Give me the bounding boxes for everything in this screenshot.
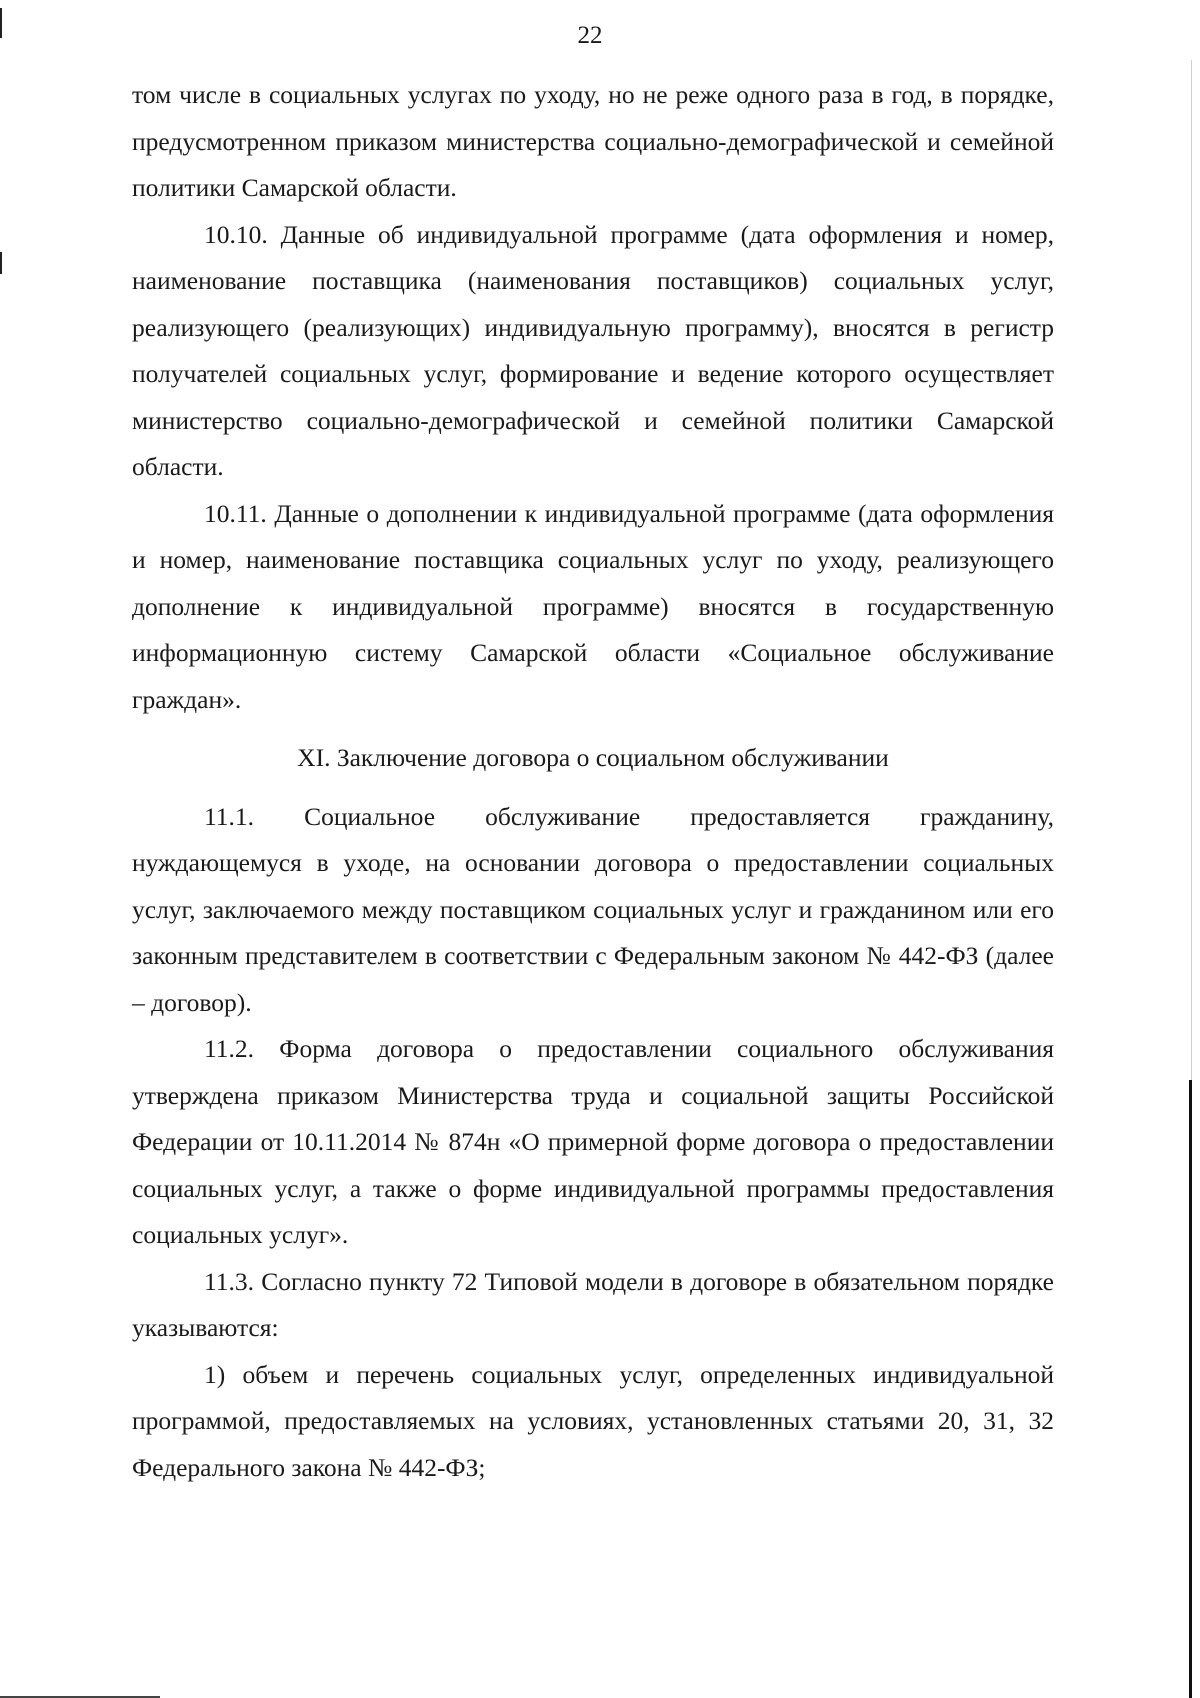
scan-edge-mark xyxy=(0,252,2,274)
paragraph-continuation: том числе в социальных услугах по уходу, но не реже одного раза в год, в порядке, предусмотренном приказом министерства социально-демографической и семейной политики Самарской области. xyxy=(132,80,1054,202)
paragraph-11-1: 11.1. Социальное обслуживание предоставляется гражданину, нуждающемуся в уходе, на основании договора о предоставлении социальных услуг, заключаемого между поставщиком социальных услуг и гражданином или его законным представителем в соответствии с Федеральным законом № 442-ФЗ (далее – договор). xyxy=(132,801,1054,1017)
list-item-1: 1) объем и перечень социальных услуг, определенных индивидуальной программой, предоставляемых на условиях, установленных статьями 20, 31, 32 Федерального закона № 442-ФЗ; xyxy=(132,1359,1054,1482)
paragraph-10-11: 10.11. Данные о дополнении к индивидуальной программе (дата оформления и номер, наименование поставщика социальных услуг по уходу, реализующего дополнение к индивидуальной программе) вносятся в государственную информационную систему Самарской области «Социальное обслуживание граждан». xyxy=(132,498,1054,714)
paragraph-10-10: 10.10. Данные об индивидуальной программе (дата оформления и номер, наименование поставщика (наименования поставщиков) социальных услуг, реализующего (реализующих) индивидуальную программу), вносятся в регистр получателей социальных услуг, формирование и ведение которого осуществляет министерство социально-демографической и семейной политики Самарской области. xyxy=(132,219,1054,481)
scan-edge-line xyxy=(1191,60,1192,1080)
section-heading: XI. Заключение договора о социальном обслуживании xyxy=(297,743,889,772)
document-body xyxy=(132,72,1054,1491)
page-number: 22 xyxy=(577,22,603,49)
paragraph-11-3: 11.3. Согласно пункту 72 Типовой модели в договоре в обязательном порядке указываются: xyxy=(132,1266,1054,1342)
paragraph-11-2: 11.2. Форма договора о предоставлении социального обслуживания утверждена приказом Министерства труда и социальной защиты Российской Федерации от 10.11.2014 № 874н «О примерной форме договора о предоставлении социальных услуг, а также о форме индивидуальной программы предоставления социальных услуг». xyxy=(132,1034,1054,1249)
scan-edge-line xyxy=(1189,1080,1192,1698)
